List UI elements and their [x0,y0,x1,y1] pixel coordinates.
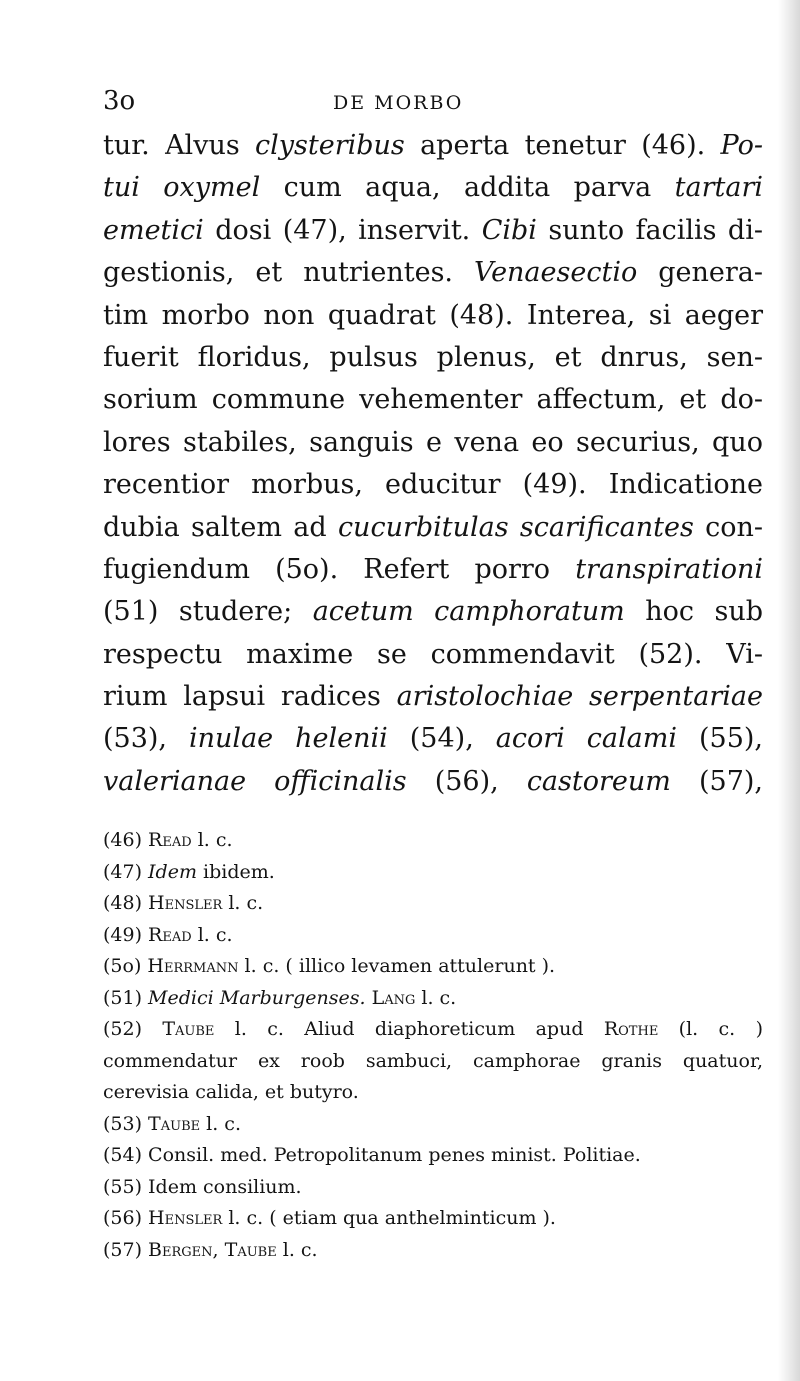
footnote: (56) Hensler l. c. ( etiam qua anthelminticum ). [103,1207,556,1229]
footnotes [103,825,763,1266]
footnote-continuation: commendatur ex roob sambuci, camphorae granis quatuor, [103,1049,763,1072]
text-line: tim morbo non quadrat (48). Interea, si aeger [103,299,763,331]
text-line: dubia saltem ad cucurbitulas scarificantes con- [103,511,763,543]
footnote: (54) Consil. med. Petropolitanum penes minist. Politiae. [103,1144,641,1166]
footnote-continuation: cerevisia calida, et butyro. [103,1081,359,1103]
footnote: (46) Read l. c. [103,829,233,851]
footnote: (57) Bergen, Taube l. c. [103,1238,318,1261]
footnote: (47) Idem ibidem. [103,860,275,883]
main-text [103,125,763,803]
page-header [103,86,723,126]
text-line: tui oxymel cum aqua, addita parva tartari [103,172,763,204]
footnote: (49) Read l. c. [103,923,233,946]
footnote: (48) Hensler l. c. [103,892,264,914]
text-line: (51) studere; acetum camphoratum hoc sub [103,596,763,628]
footnote: (52) Taube l. c. Aliud diaphoreticum apud Rothe (l. c. ) [103,1018,763,1040]
running-title: DE MORBO [333,92,464,114]
text-line: valerianae officinalis (56), castoreum (57), [103,765,763,797]
text-line: recentior morbus, educitur (49). Indicatione [103,469,763,501]
page-number: 3o [103,86,136,116]
footnote: (55) Idem consilium. [103,1175,302,1198]
footnote: (51) Medici Marburgenses. Lang l. c. [103,986,457,1009]
text-line: rium lapsui radices aristolochiae serpentariae [103,681,763,713]
text-line: fugiendum (5o). Refert porro transpirationi [103,553,763,585]
page-edge-shadow [778,0,800,1381]
text-line: emetici dosi (47), inservit. Cibi sunto facilis di- [103,214,763,246]
text-line: respectu maxime se commendavit (52). Vi- [103,638,763,670]
text-line: lores stabiles, sanguis e vena eo securius, quo [103,426,763,458]
text-line: tur. Alvus clysteribus aperta tenetur (46). Po- [103,130,763,161]
text-line: sorium commune vehementer affectum, et do- [103,384,763,416]
footnote: (53) Taube l. c. [103,1112,241,1135]
text-line: gestionis, et nutrientes. Venaesectio genera- [103,257,764,289]
text-line: (53), inulae helenii (54), acori calami (55), [103,723,763,755]
footnote: (5o) Herrmann l. c. ( illico levamen attulerunt ). [103,955,556,977]
text-line: fuerit floridus, pulsus plenus, et dnrus, sen- [103,341,763,373]
